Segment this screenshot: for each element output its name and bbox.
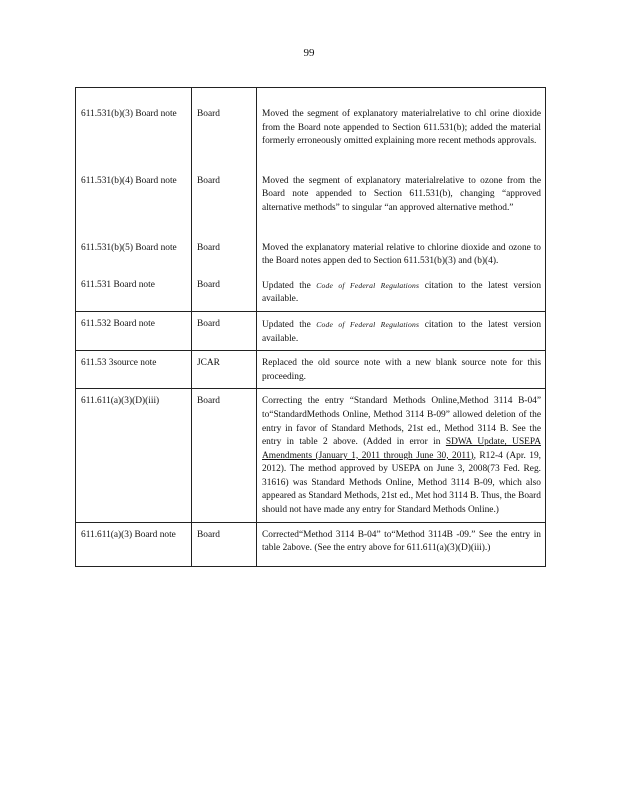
section-cell: 611.53 3source note — [76, 351, 192, 389]
description-cell — [257, 273, 546, 312]
source-cell: Board — [192, 311, 257, 350]
section-cell: 611.532 Board note — [76, 311, 192, 350]
source-cell: Board — [192, 522, 257, 566]
table-row — [76, 522, 546, 566]
section-cell: 611.531(b)(3) Board note — [76, 88, 192, 155]
description-text: citation to the latest version available. — [262, 319, 542, 344]
table-row — [76, 389, 546, 522]
source-cell: Board — [192, 389, 257, 522]
description-cell: Replaced the old source note with a new blank source note for this proceeding. — [257, 351, 546, 389]
description-cell: Corrected“Method 3114 B-04” to“Method 3114B -09.” See the entry in table 2above. (See the entry above for 611.611(a)(3)(D)(iii).) — [257, 522, 546, 566]
section-cell: 611.611(a)(3) Board note — [76, 522, 192, 566]
description-cell — [257, 311, 546, 350]
cfr-title: Code of Federal Regulations — [316, 319, 420, 329]
description-text: Updated the — [262, 319, 311, 330]
section-cell: 611.531(b)(5) Board note — [76, 222, 192, 273]
table-row — [76, 155, 546, 222]
table-row — [76, 311, 546, 350]
page-number: 99 — [303, 47, 315, 59]
table-row — [76, 222, 546, 273]
description-cell — [257, 389, 546, 522]
source-cell: Board — [192, 222, 257, 273]
cfr-title: Code of Federal Regulations — [316, 280, 420, 290]
description-cell: Moved the segment of explanatory materialrelative to ozone from the Board note appended to Section 611.531(b), changing “approved alternative methods” to singular “an approved alternative method.” — [257, 155, 546, 222]
description-text: citation to the latest version available. — [262, 280, 542, 305]
section-cell: 611.611(a)(3)(D)(iii) — [76, 389, 192, 522]
table-row — [76, 88, 546, 155]
description-cell: Moved the explanatory material relative to chlorine dioxide and ozone to the Board notes appen ded to Section 611.531(b)(3) and (b)(4). — [257, 222, 546, 273]
description-cell: Moved the segment of explanatory materialrelative to chl orine dioxide from the Board note appended to Section 611.531(b); added the material formerly erroneously omitted explaining more recent methods approvals. — [257, 88, 546, 155]
source-cell: Board — [192, 273, 257, 312]
source-cell: Board — [192, 155, 257, 222]
citation-link-text: SDWA Update, USEPA Amendments (January 1, 2011 through June 30, 2011) — [262, 437, 542, 461]
description-text: Updated the — [262, 280, 311, 291]
description-text: , R12-4 (Apr. 19, 2012). The method approved by USEPA on June 3, 2008(73 Fed. Reg. 31616) was Standard Methods Online, Method 3114 B-09, which also appeared as Standard Methods, 21st ed., Met hod 3114 B. Thus, the Board should not have made any entry for Standard Methods Online.) — [262, 450, 542, 516]
source-cell: Board — [192, 88, 257, 155]
description-text: Correcting the entry “Standard Methods Online,Method 3114 B-04” to“StandardMethods Online, Method 3114 B-09” allowed deletion of the entry in favor of Standard Methods, 21st ed., Method 3114 B. See the entry in table 2 above. (Added in error in — [262, 396, 541, 448]
table-row — [76, 351, 546, 389]
table-row — [76, 273, 546, 312]
section-cell: 611.531(b)(4) Board note — [76, 155, 192, 222]
amendments-table — [75, 87, 546, 567]
section-cell: 611.531 Board note — [76, 273, 192, 312]
source-cell: JCAR — [192, 351, 257, 389]
